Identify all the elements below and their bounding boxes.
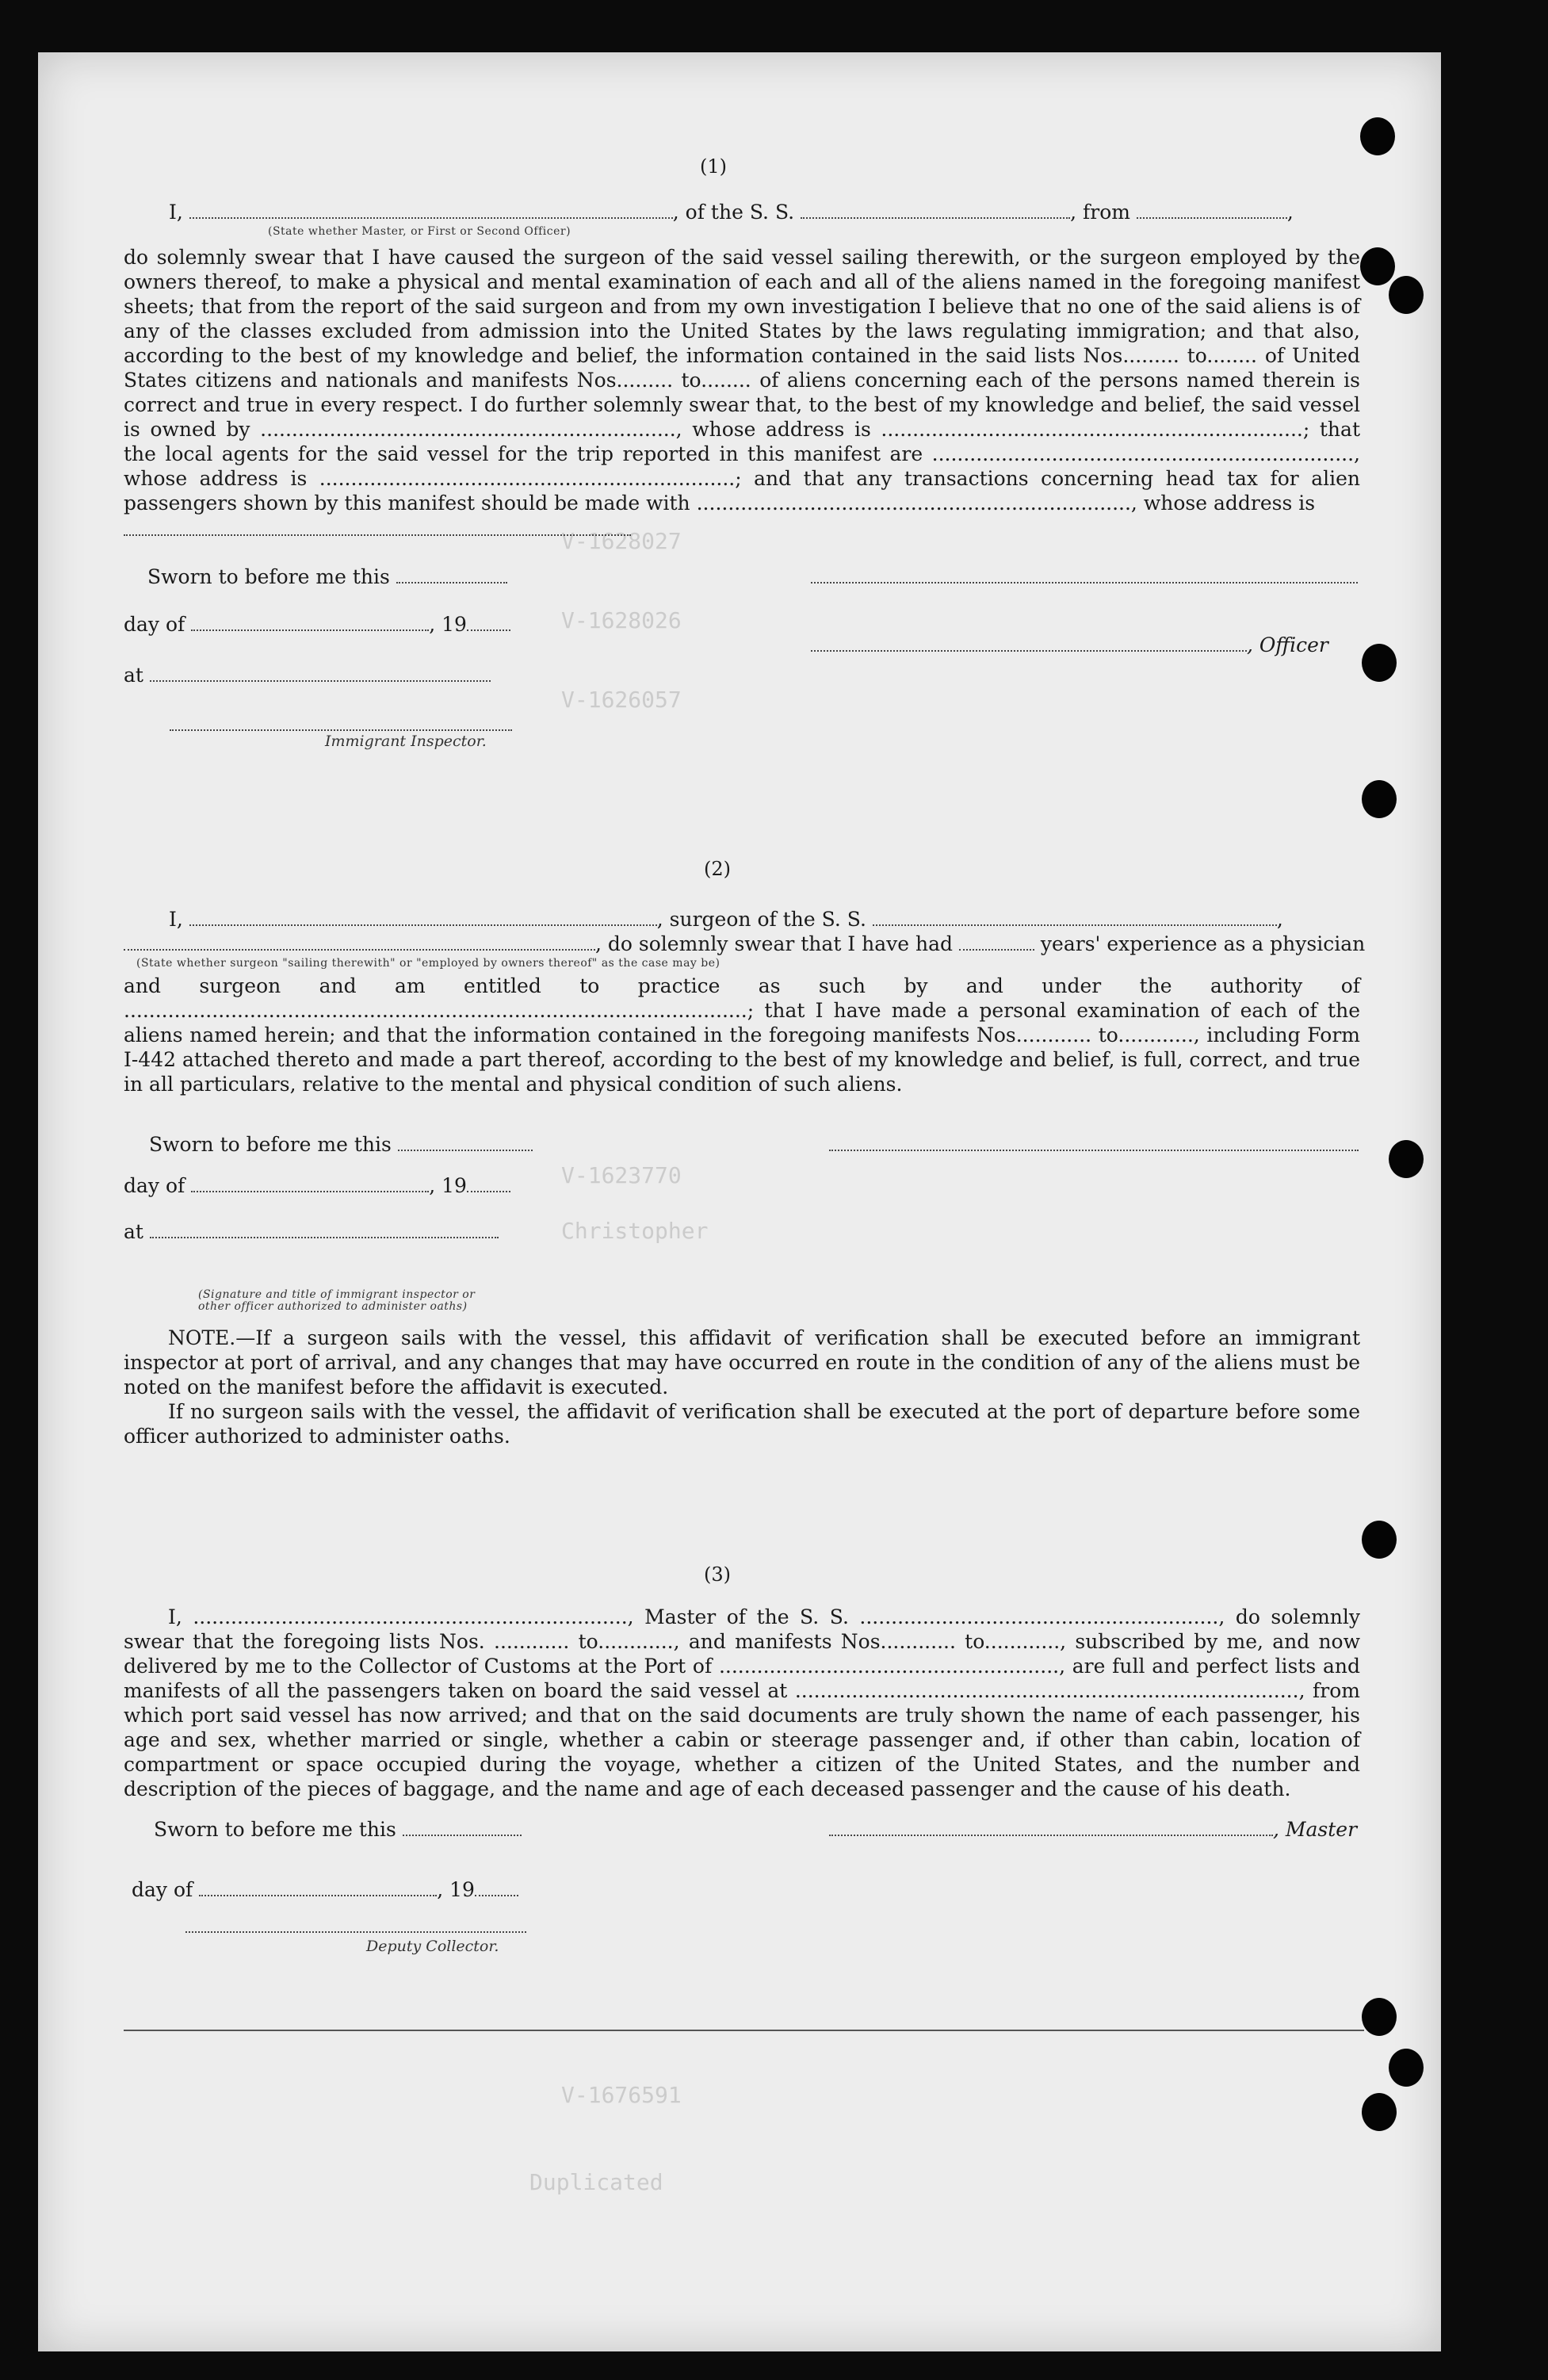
section-1-body: do solemnly swear that I have caused the surgeon of the said vessel sailing therewith, or the surgeon employed by the owners thereof, to make a physical and mental examination of each and all of the aliens named in the foregoing manifest sheets; that from the report of the said surgeon and from my own investigation I believe that no one of the said aliens is of any of the classes excluded from admission into the United States by the laws regulating immigration; and that also, according to the best of my knowledge and belief, the information contained in the said lists Nos......... to........ of United States citizens and nationals and manifests Nos......... to........ of aliens concerning each of the persons named therein is correct and true in every respect. I do further solemnly swear that, to the best of my knowledge and belief, the said vessel is owned by .................................................................., whose address is ...................................................................; that the local agents for the said vessel for the trip reported in this manifest are ..................................................................., whose address is ..................................................................; and that any transactions concerning head tax for alien passengers shown by this manifest should be made with ....................................................................., whose address is <box>124 246 1360 515</box>
section-3-day-of-label: day of <box>132 1878 193 1901</box>
section-2-note-2: If no surgeon sails with the vessel, the affidavit of verification shall be executed at the port of departure before some officer authorized to administer oaths. <box>124 1400 1360 1448</box>
blank-month[interactable] <box>191 614 429 631</box>
binder-hole <box>1362 2093 1397 2131</box>
section-2-swear: , do solemnly swear that I have had <box>595 932 954 955</box>
section-3-master-line <box>829 1817 1357 1842</box>
manifest-reverse-page <box>38 52 1441 2351</box>
blank-head-tax-address[interactable] <box>124 533 631 536</box>
binder-hole <box>1362 1521 1397 1559</box>
blank-year[interactable] <box>467 614 510 631</box>
section-3-number: (3) <box>704 1563 731 1586</box>
section-1-officer-label: , Officer <box>1247 633 1328 656</box>
section-1-day-of <box>124 612 510 637</box>
section-1-from: , from <box>1070 201 1130 224</box>
blank-years-experience[interactable] <box>959 933 1034 951</box>
binder-hole <box>1360 247 1395 285</box>
bleed-through-text: V-1623770 <box>561 1162 682 1188</box>
blank-at-place[interactable] <box>150 664 491 682</box>
section-3-master-label: , Master <box>1273 1818 1358 1841</box>
blank-year-2[interactable] <box>467 1175 510 1192</box>
section-3-day-of <box>132 1877 518 1902</box>
section-2-i: I, <box>169 908 183 931</box>
section-2-caption: (State whether surgeon "sailing therewith" or "employed by owners thereof" as the case may be) <box>136 957 720 970</box>
section-1-number: (1) <box>700 155 727 178</box>
section-3-body: I, ....................................................................., Master of the S. S. ........................................................., do solemnly swear that the foregoing lists Nos. ............ to............, and manifests Nos............ to............, subscribed by me, and now delivered by me to the Collector of Customs at the Port of ......................................................, are full and perfect lists and manifests of all the passengers taken on board the said vessel at ................................................................................, from which port said vessel has now arrived; and that on the said documents are truly shown the name of each passenger, his age and sex, whether married or single, whether a cabin or steerage passenger and, if other than cabin, location of compartment or space occupied during the voyage, whether a citizen of the United States, and the number and description of the pieces of baggage, and the name and age of each deceased passenger and the cause of his death. <box>124 1605 1360 1800</box>
section-1-line-1 <box>169 200 1294 224</box>
section-2-year: , 19 <box>429 1174 467 1197</box>
blank-sworn-day[interactable] <box>396 566 507 584</box>
section-1-at-label: at <box>124 664 143 687</box>
bottom-rule <box>124 2030 1364 2031</box>
bleed-through-text: V-1628027 <box>561 528 682 554</box>
blank-surgeon-status[interactable] <box>124 933 595 951</box>
blank-officer-name[interactable] <box>811 634 1247 652</box>
section-2-day-of <box>124 1173 510 1198</box>
section-2-line-end: , <box>1276 908 1283 931</box>
section-1-at <box>124 663 491 687</box>
blank-master-signature[interactable] <box>829 1819 1273 1836</box>
section-1-officer-line <box>811 633 1328 657</box>
section-2-note-1: NOTE.—If a surgeon sails with the vessel, this affidavit of verification shall be executed before an immigrant inspector at port of arrival, and any changes that may have occurred en route in the condition of any of the aliens must be noted on the manifest before the affidavit is executed. <box>124 1326 1360 1399</box>
blank-surgeon-signature[interactable] <box>829 1148 1359 1151</box>
section-3-sworn <box>154 1817 522 1842</box>
blank-sworn-day-3[interactable] <box>403 1819 522 1836</box>
binder-hole <box>1360 117 1395 155</box>
section-2-at <box>124 1219 499 1244</box>
section-2-sig-caption-2: other officer authorized to administer oaths) <box>198 1300 468 1313</box>
section-2-line-2 <box>124 932 1365 956</box>
blank-sworn-day-2[interactable] <box>398 1134 533 1151</box>
blank-at-place-2[interactable] <box>150 1221 499 1238</box>
section-2-sworn-label: Sworn to before me this <box>149 1133 392 1156</box>
binder-hole <box>1362 780 1397 818</box>
section-2-sworn <box>149 1132 533 1157</box>
section-1-day-of-label: day of <box>124 613 185 636</box>
blank-month-3[interactable] <box>199 1879 437 1896</box>
section-2-years: years' experience as a physician <box>1040 932 1366 955</box>
blank-officer-signature[interactable] <box>811 580 1358 584</box>
blank-from-port[interactable] <box>1137 201 1287 219</box>
blank-officer-rank[interactable] <box>189 201 673 219</box>
section-1-of-ss: , of the S. S. <box>672 201 795 224</box>
section-3-sworn-label: Sworn to before me this <box>154 1818 396 1841</box>
blank-month-2[interactable] <box>191 1175 429 1192</box>
section-2-body: and surgeon and am entitled to practice as such by and under the authority of ...................................................................................................; that I have made a personal examination of each of the aliens named herein; and that the information contained in the foregoing manifests Nos............ to............, including Form I-442 attached thereto and made a part thereof, according to the best of my knowledge and belief, is full, correct, and true in all particulars, relative to the mental and physical condition of such aliens. <box>124 974 1360 1096</box>
bleed-through-text: Duplicated <box>529 2169 663 2195</box>
bleed-through-text: V-1628026 <box>561 607 682 633</box>
binder-hole <box>1389 2049 1424 2087</box>
blank-inspector-signature[interactable] <box>170 728 512 731</box>
section-1-caption: (State whether Master, or First or Second Officer) <box>268 225 571 238</box>
section-3-collector-label: Deputy Collector. <box>366 1938 499 1955</box>
blank-vessel-name[interactable] <box>801 201 1070 219</box>
section-1-sworn-label: Sworn to before me this <box>147 565 390 588</box>
section-2-day-of-label: day of <box>124 1174 185 1197</box>
section-1-year: , 19 <box>429 613 467 636</box>
binder-hole <box>1389 1140 1424 1178</box>
binder-hole <box>1389 276 1424 314</box>
section-2-line-1 <box>169 907 1283 932</box>
binder-hole <box>1362 644 1397 682</box>
blank-surgeon-name[interactable] <box>189 909 657 926</box>
section-1-line-end: , <box>1286 201 1294 224</box>
section-1-i: I, <box>169 201 183 224</box>
section-3-year: , 19 <box>437 1878 475 1901</box>
section-2-at-label: at <box>124 1220 143 1243</box>
bleed-through-text: Christopher <box>561 1218 709 1244</box>
blank-surgeon-vessel[interactable] <box>873 909 1277 926</box>
blank-collector-signature[interactable] <box>185 1930 526 1933</box>
section-2-number: (2) <box>704 858 731 880</box>
section-2-sig-caption-1: (Signature and title of immigrant inspector or <box>198 1288 476 1301</box>
section-1-inspector-label: Immigrant Inspector. <box>325 733 487 750</box>
bleed-through-text: V-1676591 <box>561 2082 682 2108</box>
section-2-surgeon-of-ss: , surgeon of the S. S. <box>656 908 866 931</box>
bleed-through-text: V-1626057 <box>561 687 682 713</box>
section-1-sworn <box>147 564 507 589</box>
blank-year-3[interactable] <box>475 1879 518 1896</box>
binder-hole <box>1362 1998 1397 2036</box>
